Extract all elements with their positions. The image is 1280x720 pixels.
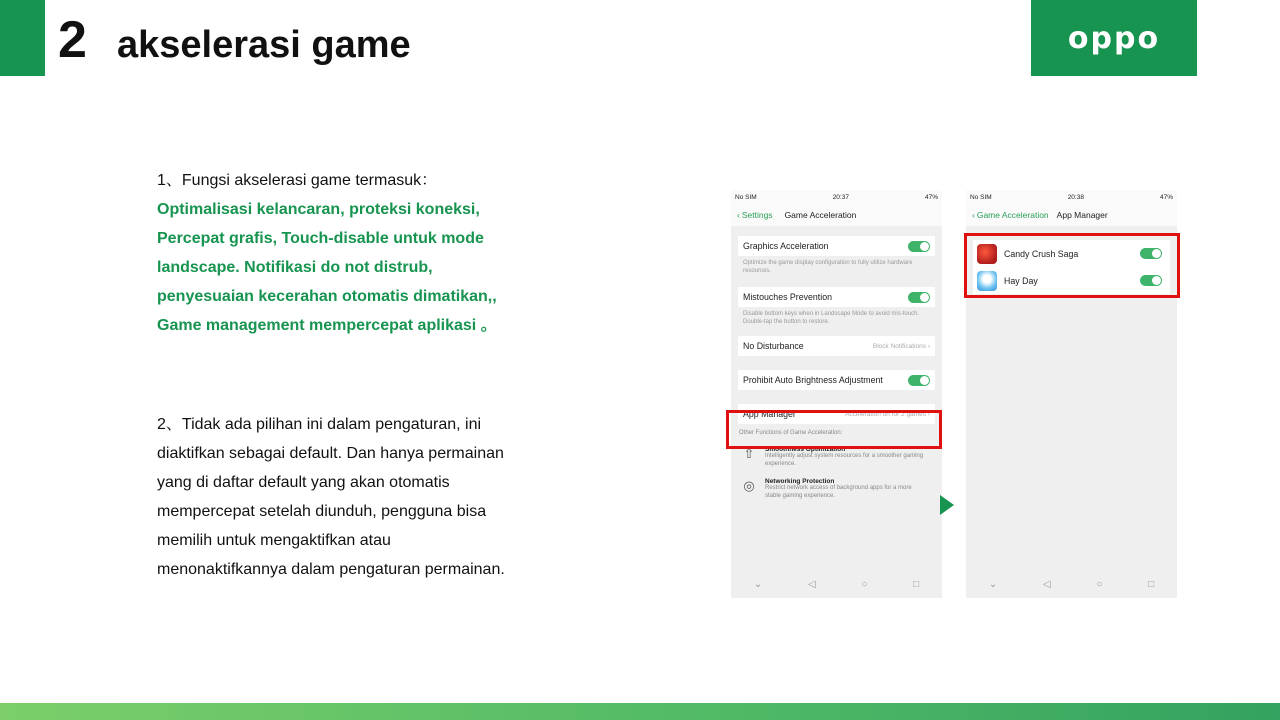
brightness-row[interactable] bbox=[738, 370, 935, 390]
section-label: Other Functions of Game Acceleration: bbox=[739, 430, 843, 436]
chevron-left-icon: ‹ bbox=[972, 210, 975, 220]
status-bar bbox=[731, 190, 942, 204]
back-button[interactable] bbox=[972, 210, 1049, 220]
feature-line: penyesuaian kecerahan otomatis dimatikan,, bbox=[157, 288, 497, 305]
nav-bar bbox=[966, 204, 1177, 226]
logo-text: oppo bbox=[1067, 20, 1161, 56]
default-note-block bbox=[157, 410, 577, 584]
carrier-text: No SIM bbox=[970, 193, 992, 201]
note-line: memilih untuk mengaktifkan atau bbox=[157, 532, 391, 549]
feature-line: Optimalisasi kelancaran, proteksi koneksi, bbox=[157, 201, 480, 218]
back-triangle-icon[interactable]: ◁ bbox=[807, 578, 816, 590]
time-text: 20:37 bbox=[832, 193, 849, 201]
app-list-highlight bbox=[964, 233, 1180, 298]
func-title: Networking Protection bbox=[765, 478, 835, 485]
feature-list-block bbox=[157, 166, 577, 340]
note-line: yang di daftar default yang akan otomatis bbox=[157, 474, 450, 491]
oppo-logo bbox=[1031, 0, 1197, 76]
slide-title: akselerasi game bbox=[117, 24, 411, 66]
app-name: Hay Day bbox=[1004, 275, 1038, 286]
no-disturbance-row[interactable] bbox=[738, 336, 935, 356]
feature-intro: 1、Fungsi akselerasi game termasuk： bbox=[157, 172, 438, 189]
mistouch-toggle[interactable] bbox=[908, 292, 930, 303]
feature-line: Game management mempercepat aplikasi 。 bbox=[157, 317, 497, 334]
graphics-toggle[interactable] bbox=[908, 241, 930, 252]
row-value: Acceleration on for 2 games › bbox=[845, 410, 930, 418]
status-bar bbox=[966, 190, 1177, 204]
nav-bar bbox=[731, 204, 942, 226]
battery-text: 47% bbox=[924, 193, 938, 201]
back-label: Game Acceleration bbox=[976, 210, 1049, 220]
func-desc: Restrict network access of background apps for a more stable gaming experience. bbox=[765, 485, 912, 499]
mistouch-prevention-row[interactable] bbox=[738, 287, 935, 307]
func-title: Smoothness Optimization bbox=[765, 446, 846, 453]
screen-title: App Manager bbox=[1056, 210, 1108, 220]
chevron-left-icon: ‹ bbox=[737, 210, 740, 220]
footer-bar bbox=[0, 703, 1280, 720]
carrier-text: No SIM bbox=[735, 193, 757, 201]
row-description: Disable bottom keys when in Landscape Mode to avoid mis-touch. Double-tap the button to restore. bbox=[743, 311, 920, 325]
phone-screenshot-game-acceleration bbox=[731, 190, 942, 598]
note-line: mempercepat setelah diunduh, pengguna bisa bbox=[157, 503, 487, 520]
graphics-acceleration-row[interactable] bbox=[738, 236, 935, 256]
smoothness-item[interactable] bbox=[741, 446, 934, 468]
row-label: Graphics Acceleration bbox=[743, 241, 829, 251]
brightness-toggle[interactable] bbox=[908, 375, 930, 386]
globe-icon: ◎ bbox=[743, 478, 755, 493]
row-label: Mistouches Prevention bbox=[743, 292, 832, 302]
time-text: 20:38 bbox=[1067, 193, 1084, 201]
row-description: Optimize the game display configuration to fully utilize hardware resources. bbox=[743, 260, 913, 274]
accent-bar bbox=[0, 0, 45, 76]
note-line: menonaktifkannya dalam pengaturan permainan. bbox=[157, 561, 505, 578]
feature-line: Percepat grafis, Touch-disable untuk mode bbox=[157, 230, 484, 247]
note-line: diaktifkan sebagai default. Dan hanya permainan bbox=[157, 445, 504, 462]
func-desc: Intelligently adjust system resources for a smoother gaming experience. bbox=[765, 453, 924, 467]
system-nav-bar bbox=[731, 570, 942, 598]
row-label: App Manager bbox=[743, 409, 796, 419]
recents-square-icon[interactable]: □ bbox=[913, 578, 920, 590]
note-line: 2、Tidak ada pilihan ini dalam pengaturan, ini bbox=[157, 416, 482, 433]
screen-title: Game Acceleration bbox=[784, 210, 857, 220]
back-label: Settings bbox=[741, 210, 773, 220]
app-manager-highlight bbox=[726, 410, 942, 449]
feature-line: landscape. Notifikasi do not distrub, bbox=[157, 259, 433, 276]
recents-square-icon[interactable]: □ bbox=[1148, 578, 1155, 590]
home-circle-icon[interactable]: ○ bbox=[1096, 578, 1103, 590]
row-value: Block Notifications › bbox=[872, 342, 930, 350]
back-button[interactable] bbox=[737, 210, 773, 220]
app-name: Candy Crush Saga bbox=[1004, 248, 1079, 259]
next-arrow-icon bbox=[940, 495, 954, 515]
chevron-down-icon[interactable]: ⌄ bbox=[753, 578, 763, 590]
back-triangle-icon[interactable]: ◁ bbox=[1042, 578, 1051, 590]
row-label: No Disturbance bbox=[743, 341, 804, 351]
battery-text: 47% bbox=[1159, 193, 1173, 201]
system-nav-bar bbox=[966, 570, 1177, 598]
networking-item[interactable] bbox=[741, 478, 934, 500]
row-label: Prohibit Auto Brightness Adjustment bbox=[743, 375, 883, 385]
home-circle-icon[interactable]: ○ bbox=[861, 578, 868, 590]
rocket-icon: ⇧ bbox=[743, 446, 755, 461]
chevron-down-icon[interactable]: ⌄ bbox=[988, 578, 998, 590]
slide-number: 2 bbox=[58, 11, 87, 69]
